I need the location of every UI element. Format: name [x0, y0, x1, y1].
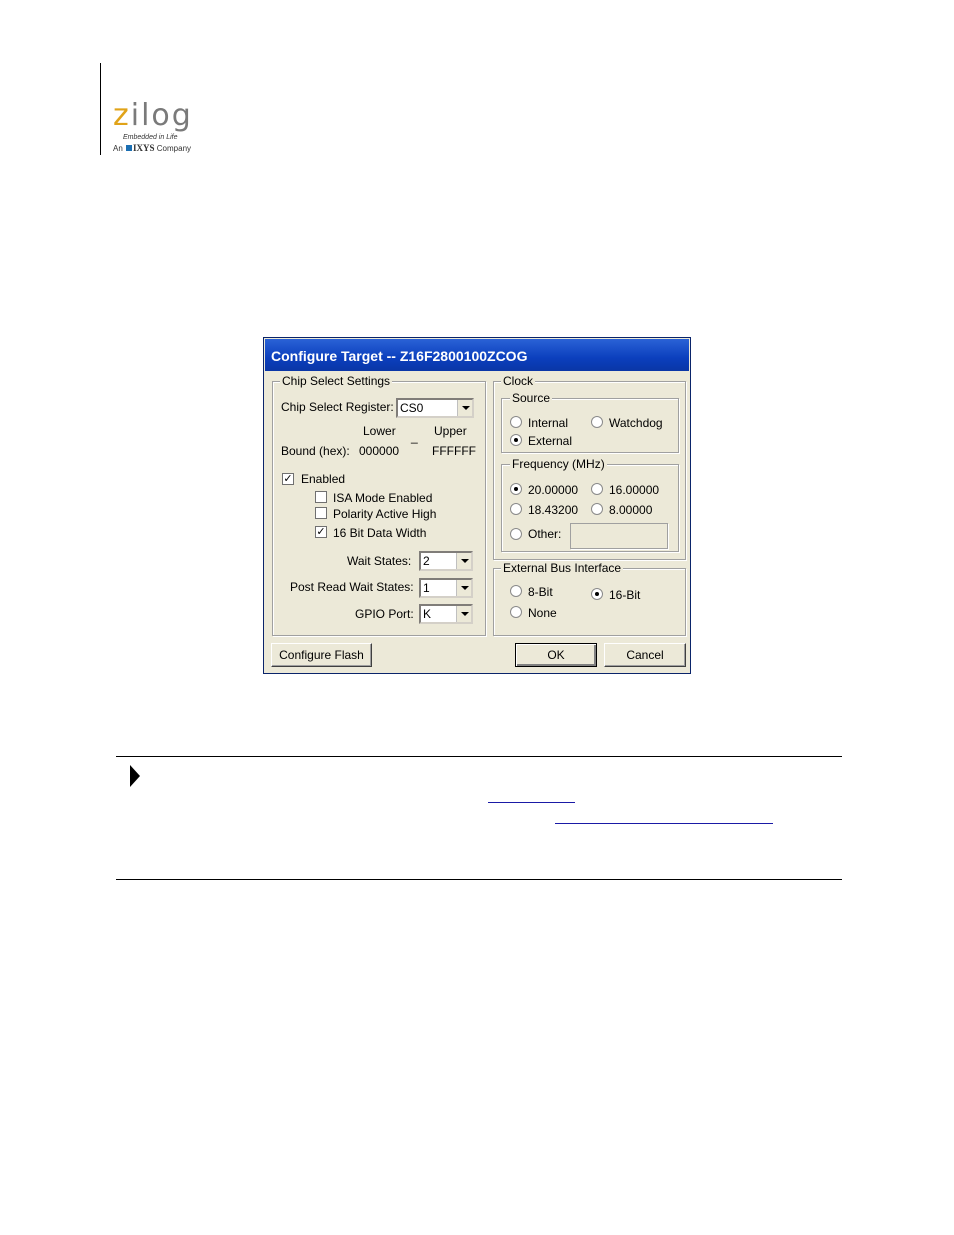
polarity-label: Polarity Active High — [333, 507, 437, 521]
freq-20-radio[interactable] — [510, 483, 522, 495]
wait-states-value: 2 — [423, 554, 430, 568]
clock-group-label: Clock — [503, 374, 534, 388]
frequency-group-label: Frequency (MHz) — [512, 457, 605, 471]
gpio-port-value: K — [423, 607, 432, 621]
note-link-1[interactable] — [488, 802, 575, 803]
freq-20-label: 20.00000 — [528, 483, 579, 497]
freq-16-label: 16.00000 — [609, 483, 660, 497]
freq-other-radio[interactable] — [510, 528, 522, 540]
chevron-down-icon[interactable] — [457, 400, 472, 416]
dialog-title[interactable]: Configure Target -- Z16F2800100ZCOG — [265, 339, 689, 371]
polarity-checkbox[interactable] — [315, 507, 327, 519]
configure-flash-button[interactable]: Configure Flash — [271, 643, 372, 667]
note-link-2[interactable] — [555, 823, 773, 824]
gpio-port-dropdown[interactable] — [419, 604, 473, 624]
freq-other-label: Other: — [528, 527, 562, 541]
enabled-checkbox[interactable]: ✓ — [283, 473, 293, 485]
post-read-label: Post Read Wait States: — [290, 580, 414, 594]
post-read-value: 1 — [423, 581, 430, 595]
bus-group-label: External Bus Interface — [503, 561, 622, 575]
isa-mode-label: ISA Mode Enabled — [333, 491, 433, 505]
chevron-down-icon[interactable] — [456, 606, 471, 622]
data-width-label: 16 Bit Data Width — [333, 526, 427, 540]
lower-label: Lower — [363, 424, 396, 438]
logo-company — [113, 143, 193, 153]
logo-z: z — [113, 98, 131, 133]
logo-letters: ilog — [130, 98, 193, 133]
company-name: IXYS — [133, 143, 155, 153]
wait-states-dropdown[interactable] — [419, 551, 473, 571]
bus-16bit-radio[interactable] — [591, 588, 603, 600]
watchdog-radio[interactable] — [591, 416, 603, 428]
external-label: External — [528, 434, 573, 448]
ok-button[interactable]: OK — [515, 643, 597, 667]
chip-select-register-value: CS0 — [400, 401, 424, 415]
configure-target-dialog — [263, 337, 691, 674]
range-dash: _ — [411, 430, 418, 444]
data-width-checkbox[interactable]: ✓ — [316, 526, 326, 538]
internal-radio[interactable] — [510, 416, 522, 428]
bus-8bit-radio[interactable] — [510, 585, 522, 597]
bus-none-radio[interactable] — [510, 606, 522, 618]
freq-other-input[interactable] — [570, 523, 668, 549]
upper-label: Upper — [434, 424, 467, 438]
enabled-label: Enabled — [301, 472, 346, 486]
gpio-port-label: GPIO Port: — [355, 607, 414, 621]
bus-none-label: None — [528, 606, 557, 620]
note-arrow-icon — [130, 765, 140, 787]
freq-8-label: 8.00000 — [609, 503, 653, 517]
isa-mode-checkbox[interactable] — [315, 491, 327, 503]
wait-states-label: Wait States: — [347, 554, 412, 568]
note-bottom-rule — [116, 879, 842, 880]
chip-select-group-label: Chip Select Settings — [282, 374, 391, 388]
post-read-dropdown[interactable] — [419, 578, 473, 598]
source-group-label: Source — [512, 391, 551, 405]
logo-wordmark — [113, 100, 193, 132]
cancel-button[interactable]: Cancel — [604, 643, 686, 667]
ixys-square-icon — [126, 145, 132, 151]
zilog-logo — [113, 100, 193, 153]
margin-rule — [100, 63, 101, 155]
watchdog-label: Watchdog — [609, 416, 663, 430]
chevron-down-icon[interactable] — [456, 580, 471, 596]
note-top-rule — [116, 756, 842, 757]
bus-8bit-label: 8-Bit — [528, 585, 553, 599]
chevron-down-icon[interactable] — [456, 553, 471, 569]
freq-8-radio[interactable] — [591, 503, 603, 515]
chip-select-register-label: Chip Select Register: — [281, 400, 394, 414]
freq-18-radio[interactable] — [510, 503, 522, 515]
bound-label: Bound (hex): — [281, 444, 350, 458]
freq-18-label: 18.43200 — [528, 503, 579, 517]
chip-select-register-dropdown[interactable] — [396, 398, 474, 418]
internal-label: Internal — [528, 416, 569, 430]
external-radio[interactable] — [510, 434, 522, 446]
company-suffix: Company — [156, 144, 192, 153]
upper-bound-value: FFFFFF — [432, 444, 476, 458]
company-prefix: An — [113, 144, 123, 153]
lower-bound-value: 000000 — [359, 444, 400, 458]
logo-tagline: Embedded in Life — [123, 134, 178, 141]
bus-group — [493, 568, 686, 636]
freq-16-radio[interactable] — [591, 483, 603, 495]
bus-16bit-label: 16-Bit — [609, 588, 641, 602]
